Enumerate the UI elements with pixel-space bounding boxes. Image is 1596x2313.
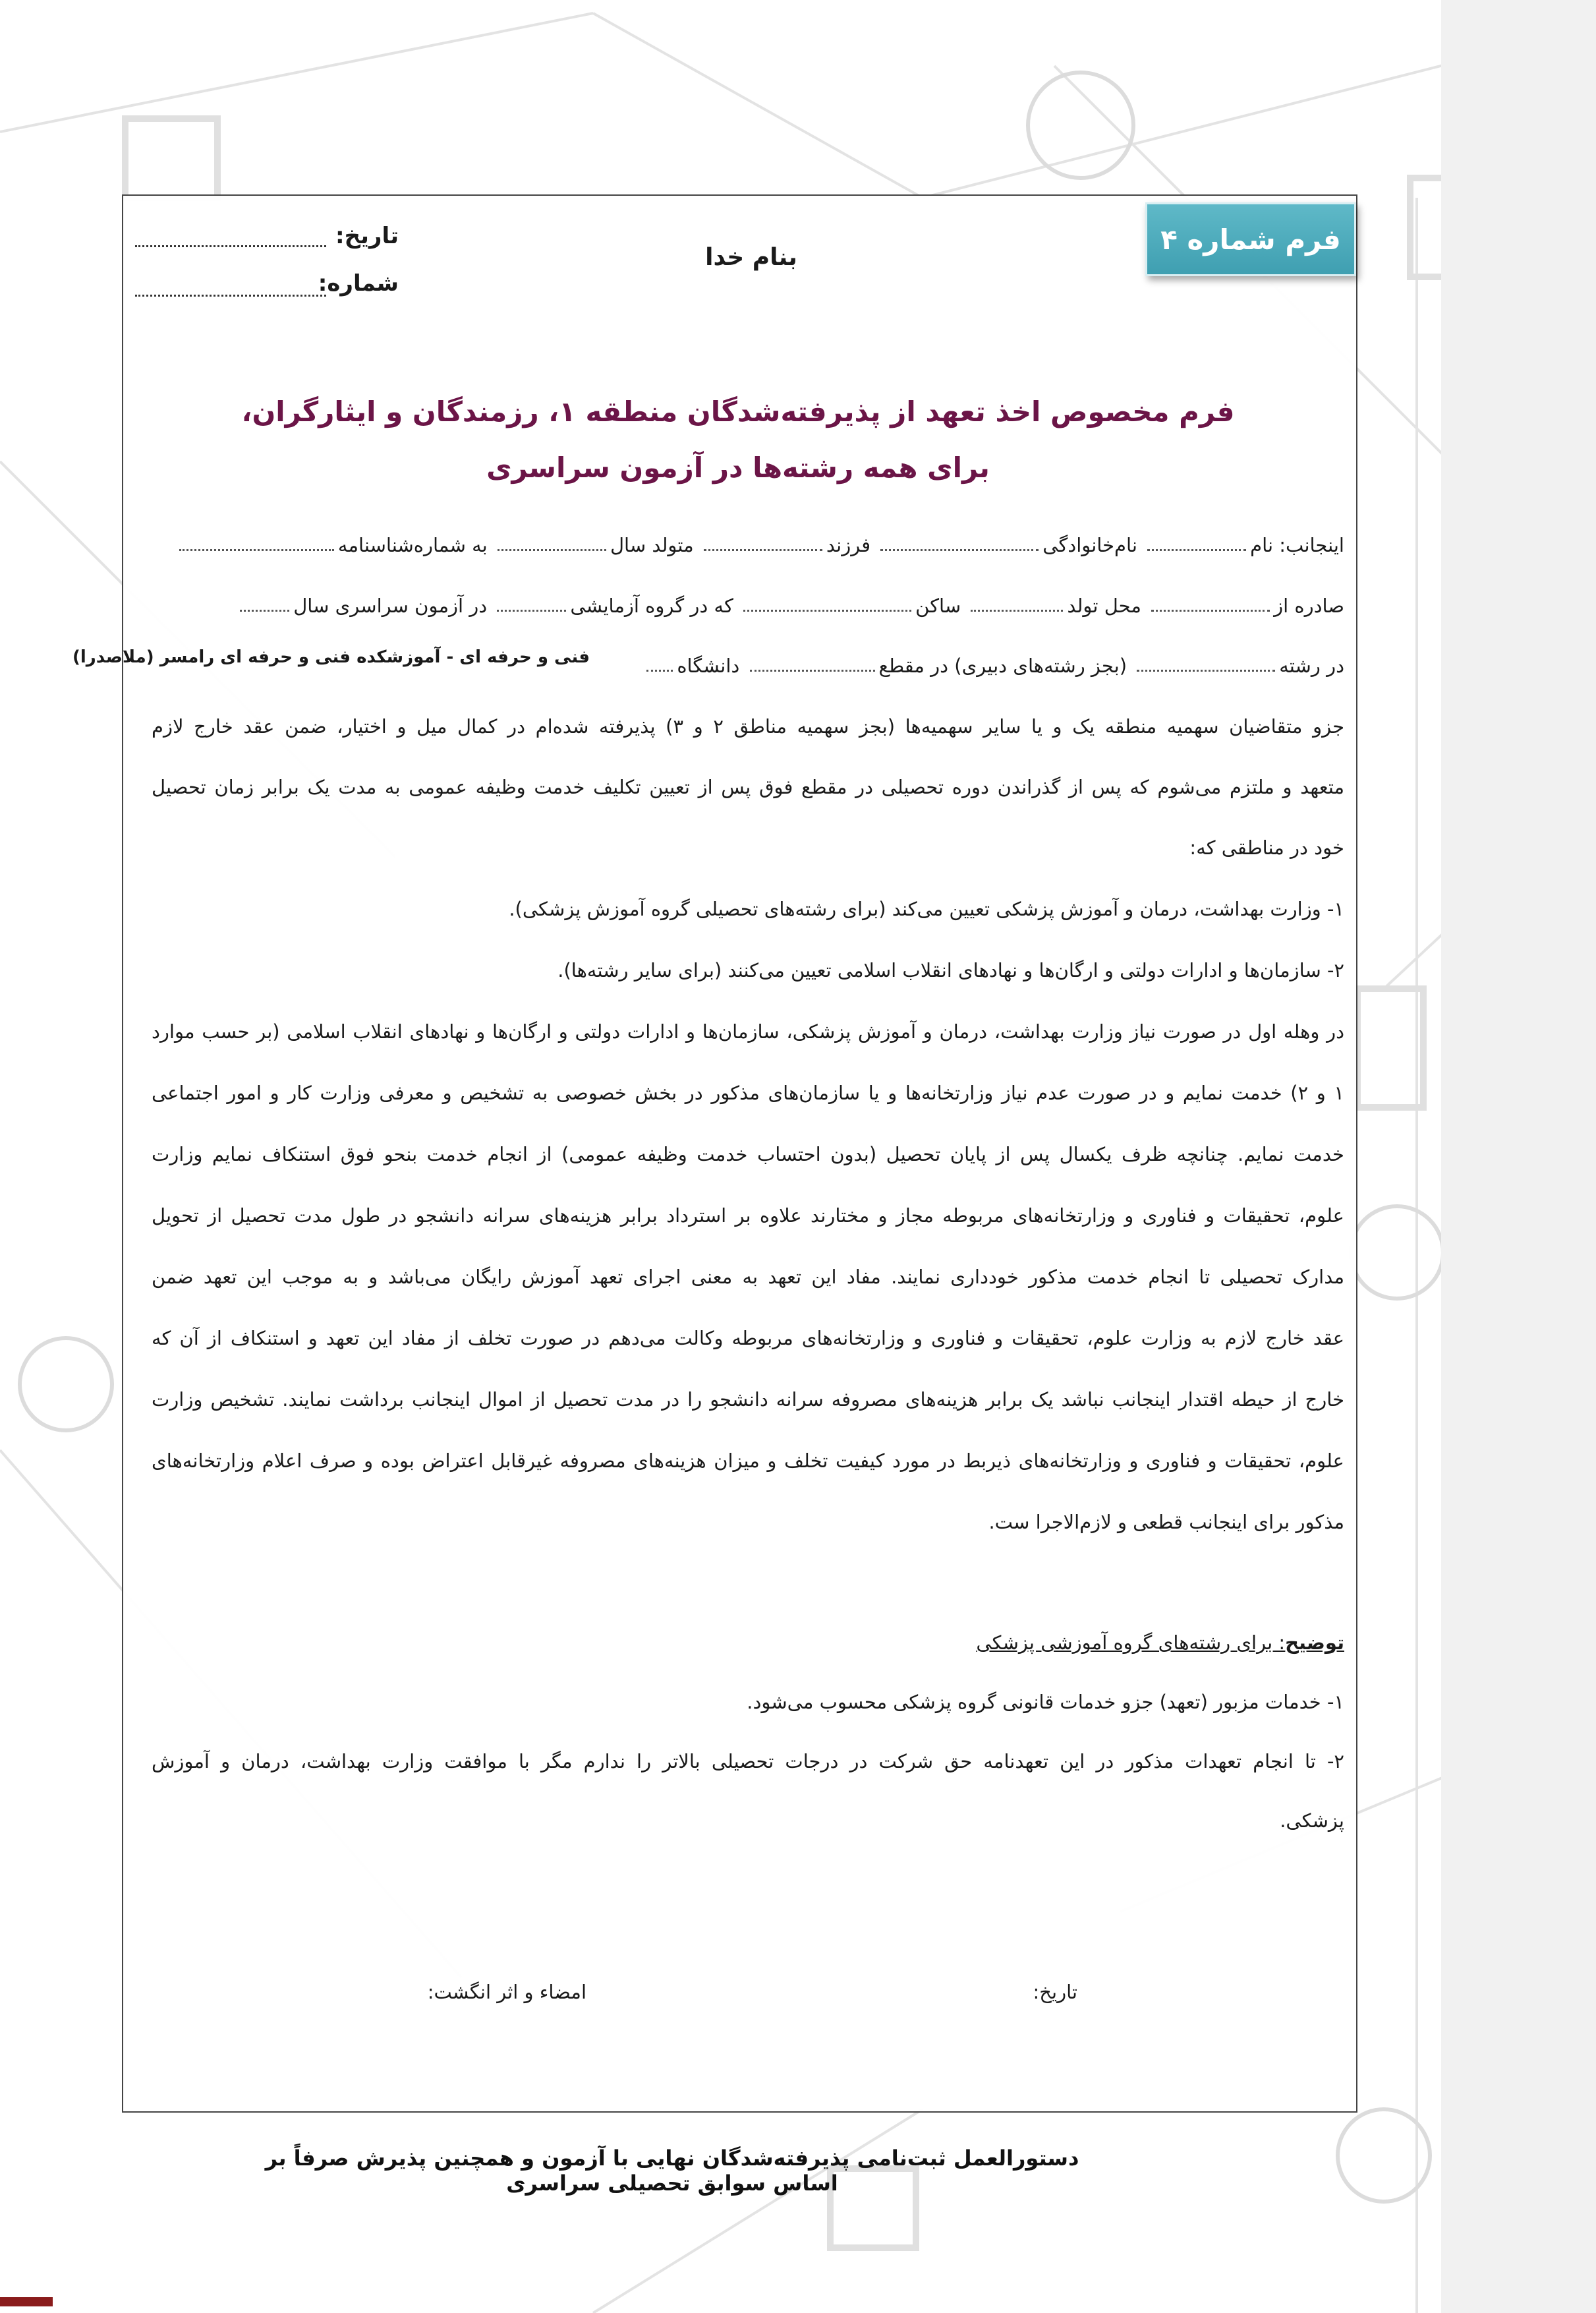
number-label: شماره: (318, 270, 399, 297)
footer-smudge (78, 2154, 236, 2183)
signature-label: امضاء و اثر انگشت: (427, 1981, 586, 2003)
field-row-2 (152, 595, 1344, 617)
label-issued-from: صادره از (1274, 595, 1344, 617)
birth-year-field[interactable] (498, 542, 606, 551)
body-line: مدارک تحصیلی تا انجام خدمت مذکور خودداری نمایند. مفاد این تعهد به معنی اجرای تعهد آموزش رایگان می‌باشد و به موجب این تعهد ضمن (152, 1266, 1344, 1288)
exam-group-field[interactable] (497, 603, 566, 612)
form-title-line1: فرم مخصوص اخذ تعهد از پذیرفته‌شدگان منطقه ۱، رزمندگان و ایثارگران، (241, 395, 1235, 428)
form-title-line2: برای همه رشته‌ها در آزمون سراسری (486, 452, 990, 484)
label-exam-year: در آزمون سراسری سال (293, 595, 488, 617)
page-footer: دستورالعمل ثبت‌نامی پذیرفته‌شدگان نهایی با آزمون و همچنین پذیرش صرفاً بر اساس سوابق تحصیلی سراسری (265, 2146, 1079, 2196)
body-line: عقد خارج لازم به وزارت علوم، تحقیقات و فناوری و وزارتخانه‌های مربوطه وکالت می‌دهم در صورت تخلف از مفاد این تعهد و استنکاف از آن که (152, 1327, 1344, 1349)
signature-date-label: تاریخ: (1033, 1981, 1077, 2003)
label-family: نام‌خانوادگی (1042, 534, 1137, 556)
note-item-1: ۱- خدمات مزبور (تعهد) جزو خدمات قانونی گروه پزشکی محسوب می‌شود. (747, 1691, 1344, 1713)
exam-year-field[interactable] (240, 603, 289, 612)
body-line: علوم، تحقیقات و فناوری و وزارتخانه‌های مربوطه مجاز و مختارند علاوه بر استرداد برابر هزینه‌های سرانه دانشجو در طول مدت تحصیل از تحویل (152, 1204, 1344, 1227)
label-level: (بجز رشته‌های دبیری) در مقطع (878, 655, 1127, 677)
side-band (1441, 0, 1596, 2313)
body-line: خود در مناطقی که: (1189, 836, 1344, 859)
date-label: تاریخ: (335, 223, 399, 249)
id-number-field[interactable] (179, 542, 334, 551)
source-watermark (0, 2297, 53, 2306)
label-name: اینجانب: نام (1250, 534, 1344, 556)
name-field[interactable] (1147, 542, 1246, 551)
label-exam-group: که در گروه آزمایشی (570, 595, 733, 617)
resident-field[interactable] (743, 603, 911, 612)
field-row-1 (152, 534, 1344, 556)
form-number-badge: فرم شماره ۴ (1145, 202, 1356, 276)
notes-heading-text: : برای رشته‌های گروه آموزشی پزشکی (976, 1631, 1286, 1654)
label-id-number: به شماره‌شناسنامه (337, 534, 488, 556)
list-item-1: ۱- وزارت بهداشت، درمان و آموزش پزشکی تعیین می‌کند (برای رشته‌های تحصیلی گروه آموزش پزشکی). (509, 898, 1344, 920)
date-field[interactable] (135, 245, 326, 247)
body-line: خدمت نمایم. چنانچه ظرف یکسال پس از پایان تحصیل (بدون احتساب خدمت وظیفه عمومی) از انجام خدمت بنحو فوق استنکاف نمایم وزارت (152, 1143, 1344, 1165)
body-line: ۱ و ۲) خدمت نمایم و در صورت عدم نیاز وزارتخانه‌ها و یا سازمان‌های مذکور در بخش خصوصی به تشخیص و معرفی وزارت کار و امور اجتماعی (152, 1082, 1344, 1104)
university-dots[interactable] (646, 663, 673, 672)
major-field[interactable] (1137, 663, 1275, 672)
issued-from-field[interactable] (1151, 603, 1270, 612)
label-major: در رشته (1279, 655, 1344, 677)
label-birth-year: متولد سال (610, 534, 694, 556)
body-line: مذکور برای اینجانب قطعی و لازم‌الاجرا ست. (988, 1511, 1344, 1533)
notes-heading-label: توضیح (1285, 1631, 1344, 1654)
birth-place-field[interactable] (971, 603, 1063, 612)
label-birth-place: محل تولد (1067, 595, 1141, 617)
basmala-heading: بنام خدا (705, 244, 797, 271)
number-field[interactable] (135, 295, 326, 297)
body-line: در وهله اول در صورت نیاز وزارت بهداشت، درمان و آموزش پزشکی، سازمان‌ها و ادارات دولتی و ارگان‌ها و نهادهای انقلاب اسلامی (بر حسب موارد (152, 1020, 1344, 1043)
body-line: علوم، تحقیقات و فناوری و وزارتخانه‌های ذیربط در مورد کیفیت تخلف و میزان هزینه‌های مصروفه غیرقابل اعتراض بوده و صرف اعلام وزارتخانه‌های (152, 1449, 1344, 1472)
label-resident: ساکن (915, 595, 961, 617)
note-item-2: ۲- تا انجام تعهدات مذکور در این تعهدنامه حق شرکت در درجات تحصیلی بالاتر را ندارم مگر با موافقت وزارت بهداشت، درمان و آموزش (152, 1750, 1344, 1772)
level-field[interactable] (750, 663, 875, 672)
notes-heading (152, 1631, 1344, 1654)
body-line: متعهد و ملتزم می‌شوم که پس از گذراندن دوره تحصیلی در مقطع فوق پس از تعیین تکلیف خدمت وظیفه عمومی به مدت یک برابر زمان تحصیل (152, 776, 1344, 798)
university-value: فنی و حرفه ای - آموزشکده فنی و حرفه ای رامسر (ملاصدرا) (72, 647, 590, 667)
list-item-2: ۲- سازمان‌ها و ادارات دولتی و ارگان‌ها و نهادهای انقلاب اسلامی تعیین می‌کنند (برای سایر رشته‌ها). (557, 959, 1344, 981)
family-field[interactable] (880, 542, 1039, 551)
body-line: جزو متقاضیان سهمیه منطقه یک و یا سایر سهمیه‌ها (بجز سهمیه مناطق ۲ و ۳) پذیرفته شده‌ام در کمال میل و اختیار، ضمن عقد خارج لازم (152, 715, 1344, 738)
note-item-2-cont: پزشکی. (1280, 1809, 1344, 1832)
label-child-of: فرزند (826, 534, 871, 556)
body-line: خارج از حیطه اقتدار اینجانب نباشد یک برابر هزینه‌های مصروفه سرانه دانشجو را در مدت تحصیل از اموال اینجانب برداشت نمایند. تشخیص وزارت (152, 1388, 1344, 1411)
father-field[interactable] (704, 542, 822, 551)
label-university: دانشگاه (677, 655, 740, 677)
